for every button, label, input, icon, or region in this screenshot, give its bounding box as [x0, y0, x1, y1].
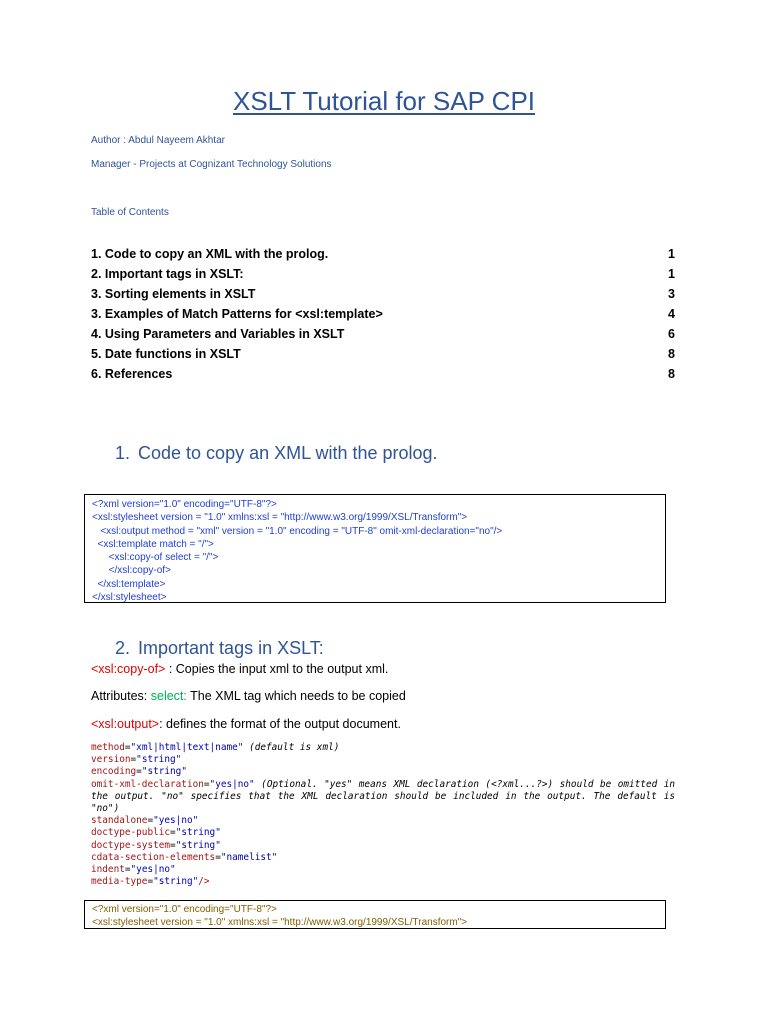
code-line: <xsl:stylesheet version = "1.0" xmlns:xsl = "http://www.w3.org/1999/XSL/Transform"> [92, 917, 468, 929]
toc-entry-page: 3 [668, 287, 675, 301]
attr-name: standalone [91, 815, 148, 827]
attr-value: "string" [175, 839, 221, 851]
toc-entry-label: 4. Using Parameters and Variables in XSLT [91, 327, 345, 341]
toc-entry-label: 3. Examples of Match Patterns for <xsl:template> [91, 307, 383, 321]
code-line: <xsl:template match = "/"> [92, 538, 214, 550]
section-2-heading [115, 638, 324, 659]
attr-name: doctype-system [91, 839, 171, 851]
copy-of-text: : Copies the input xml to the output xml. [165, 662, 389, 676]
attr-value: "yes|no" [130, 864, 176, 876]
toc-entry-label: 5. Date functions in XSLT [91, 347, 241, 361]
toc-entry[interactable] [91, 306, 675, 326]
attr-value: "string" [175, 827, 221, 839]
attr-line: media-type="string"/> [91, 876, 210, 888]
attr-end: /> [198, 876, 210, 888]
toc-entry-page: 1 [668, 247, 675, 261]
section-1-heading [115, 443, 438, 464]
toc-heading: Table of Contents [91, 207, 169, 218]
author-line: Author : Abdul Nayeem Akhtar [91, 135, 225, 146]
toc-entry[interactable] [91, 346, 675, 366]
attr-comment: (Optional. "yes" means XML declaration (<?xml...?>) should be omitted in the output. "no" specifies that the XML declaration should be included in the output. The default is "no") [91, 778, 675, 815]
code-line: </xsl:stylesheet> [92, 592, 167, 604]
section-1-title: Code to copy an XML with the prolog. [138, 443, 438, 463]
toc-entry[interactable] [91, 286, 675, 306]
toc-entry-page: 4 [668, 307, 675, 321]
toc-entry[interactable] [91, 266, 675, 286]
toc-entry[interactable] [91, 366, 675, 386]
output-text: : defines the format of the output document. [159, 717, 401, 731]
attr-line: encoding="string" [91, 766, 187, 778]
code-block-stylesheet [84, 900, 666, 929]
select-description: The XML tag which needs to be copied [186, 689, 406, 703]
copy-of-tag: <xsl:copy-of> [91, 662, 166, 676]
toc-entry-label: 6. References [91, 367, 173, 381]
toc-entry-label: 1. Code to copy an XML with the prolog. [91, 247, 329, 261]
attr-name: method [91, 742, 125, 753]
output-attributes-code [91, 742, 675, 888]
attr-line: indent="yes|no" [91, 864, 176, 876]
attr-value: "string" [153, 876, 199, 888]
attr-value: "yes|no" [153, 815, 199, 827]
attr-name: encoding [91, 766, 137, 778]
toc-entry-page: 1 [668, 267, 675, 281]
document-title: XSLT Tutorial for SAP CPI [232, 86, 536, 116]
attr-name: cdata-section-elements [91, 851, 216, 863]
author-role: Manager - Projects at Cognizant Technology Solutions [91, 159, 332, 170]
attr-line: method="xml|html|text|name" (default is xml) [91, 742, 340, 753]
attr-value: "string" [141, 766, 187, 778]
code-line: <xsl:output method = "xml" version = "1.0" encoding = "UTF-8" omit-xml-declaration="no"/> [92, 525, 503, 537]
attr-name: omit-xml-declaration [91, 778, 204, 790]
attr-name: version [91, 754, 131, 766]
attributes-label: Attributes: [91, 689, 151, 703]
attr-line: cdata-section-elements="namelist" [91, 851, 278, 863]
attr-line: standalone="yes|no" [91, 815, 199, 827]
code-line: <?xml version="1.0" encoding="UTF-8"?> [92, 904, 277, 915]
output-description [91, 717, 401, 731]
section-2-number: 2. [115, 638, 131, 658]
attr-line: doctype-public="string" [91, 827, 221, 839]
attr-name: doctype-public [91, 827, 171, 839]
output-tag: <xsl:output> [91, 717, 160, 731]
toc-entry[interactable] [91, 326, 675, 346]
code-line: </xsl:copy-of> [92, 565, 171, 577]
attr-name: indent [91, 864, 125, 876]
code-line: <xsl:stylesheet version = "1.0" xmlns:xsl = "http://www.w3.org/1999/XSL/Transform"> [92, 512, 468, 524]
attributes-line [91, 689, 406, 703]
attr-value: "string" [136, 754, 182, 766]
toc-entry-page: 8 [668, 367, 675, 381]
attr-line: omit-xml-declaration="yes|no" (Optional. "yes" means XML declaration (<?xml...?>) should be omitted in the output. "no" specifies that the XML declaration should be included in the output. The default is "no") [91, 778, 675, 815]
toc-entry-page: 8 [668, 347, 675, 361]
code-block-copy-xml [84, 494, 666, 603]
attr-value: "namelist" [220, 851, 278, 863]
code-line: </xsl:template> [92, 578, 166, 590]
attr-comment: (default is xml) [243, 742, 340, 753]
toc-entry-label: 2. Important tags in XSLT: [91, 267, 244, 281]
select-attribute: select: [150, 689, 187, 703]
code-line: <xsl:copy-of select = "/"> [92, 552, 219, 564]
table-of-contents [91, 246, 675, 386]
attr-value: "yes|no" [209, 778, 255, 790]
code-line: <?xml version="1.0" encoding="UTF-8"?> [92, 499, 277, 510]
attr-line: version="string" [91, 754, 182, 766]
toc-entry-label: 3. Sorting elements in XSLT [91, 287, 256, 301]
attr-value: "xml|html|text|name" [130, 742, 244, 753]
toc-entry-page: 6 [668, 327, 675, 341]
toc-entry[interactable] [91, 246, 675, 266]
attr-line: doctype-system="string" [91, 839, 221, 851]
section-1-number: 1. [115, 443, 131, 463]
copy-of-description [91, 662, 388, 676]
attr-name: media-type [91, 876, 148, 888]
section-2-title: Important tags in XSLT: [138, 638, 324, 658]
